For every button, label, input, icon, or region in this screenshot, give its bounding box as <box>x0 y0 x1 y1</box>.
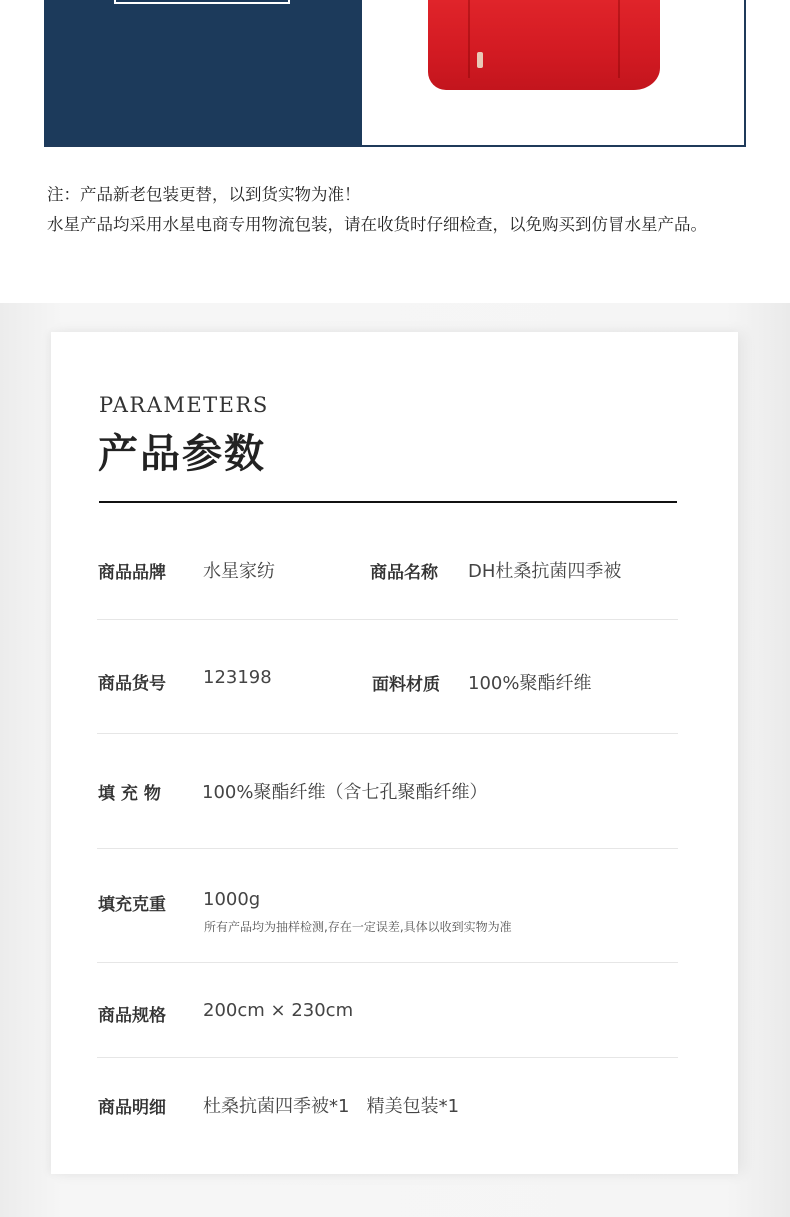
label-fill-weight: 填充克重 <box>98 895 166 915</box>
label-item-number: 商品货号 <box>98 674 166 694</box>
row-divider <box>97 848 678 849</box>
value-product-name: DH杜桑抗菌四季被 <box>468 561 622 582</box>
packaging-note <box>47 180 787 240</box>
bag-seam <box>618 0 620 78</box>
parameters-title-en: PARAMETERS <box>99 393 269 417</box>
value-brand: 水星家纺 <box>203 561 275 582</box>
value-filling: 100%聚酯纤维（含七孔聚酯纤维） <box>202 782 488 803</box>
title-divider <box>99 501 677 503</box>
label-size: 商品规格 <box>98 1006 166 1026</box>
banner-outline-box <box>114 0 290 4</box>
row-divider <box>97 619 678 620</box>
label-filling: 填 充 物 <box>98 784 161 804</box>
fill-weight-note: 所有产品均为抽样检测,存在一定误差,具体以收到实物为准 <box>204 920 512 934</box>
red-storage-bag-image <box>428 0 660 90</box>
banner-navy-panel <box>44 0 362 145</box>
parameters-title-cn: 产品参数 <box>98 430 266 477</box>
bag-seam <box>468 0 470 78</box>
row-divider <box>97 962 678 963</box>
row-divider <box>97 733 678 734</box>
value-item-number: 123198 <box>203 667 272 688</box>
label-contents: 商品明细 <box>98 1098 166 1118</box>
label-brand: 商品品牌 <box>98 563 166 583</box>
product-banner <box>44 0 746 147</box>
value-size: 200cm × 230cm <box>203 1000 354 1021</box>
note-line-1: 注：产品新老包装更替，以到货实物为准！ <box>47 185 361 204</box>
label-product-name: 商品名称 <box>370 563 438 583</box>
label-fabric: 面料材质 <box>372 675 440 695</box>
value-contents: 杜桑抗菌四季被*1 精美包装*1 <box>203 1096 460 1117</box>
value-fabric: 100%聚酯纤维 <box>468 673 592 694</box>
row-divider <box>97 1057 678 1058</box>
bag-zipper <box>477 52 483 68</box>
note-line-2: 水星产品均采用水星电商专用物流包装，请在收货时仔细检查，以免购买到仿冒水星产品。 <box>47 215 707 234</box>
value-fill-weight: 1000g <box>203 889 261 910</box>
